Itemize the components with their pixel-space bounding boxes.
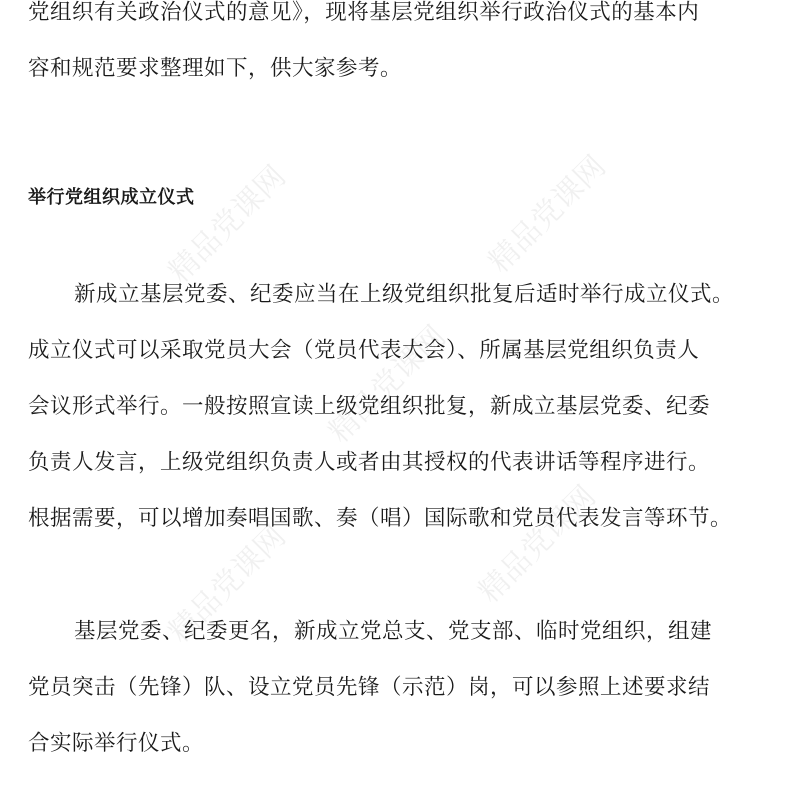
paragraph-line: 基层党委、纪委更名，新成立党总支、党支部、临时党组织，组建 [74,619,713,644]
watermark: 精品党课网 [482,149,613,280]
watermark: 精品党课网 [322,319,453,450]
section-heading: 举行党组织成立仪式 [28,187,195,208]
paragraph-line: 根据需要，可以增加奏唱国歌、奏（唱）国际歌和党员代表发言等环节。 [28,506,733,531]
intro-line: 容和规范要求整理如下，供大家参考。 [28,56,403,81]
paragraph-line: 新成立基层党委、纪委应当在上级党组织批复后适时举行成立仪式。 [74,282,735,307]
paragraph-line: 合实际举行仪式。 [28,731,205,756]
paragraph-line: 会议形式举行。一般按照宣读上级党组织批复，新成立基层党委、纪委 [28,394,711,419]
watermark: 精品党课网 [162,519,293,650]
paragraph-line: 党员突击（先锋）队、设立党员先锋（示范）岗，可以参照上述要求结 [28,675,711,700]
intro-line: 党组织有关政治仪式的意见》，现将基层党组织举行政治仪式的基本内 [28,0,700,25]
paragraph-line: 负责人发言，上级党组织负责人或者由其授权的代表讲话等程序进行。 [28,450,711,475]
watermark: 精品党课网 [472,479,603,610]
watermark: 精品党课网 [162,159,293,290]
paragraph-line: 成立仪式可以采取党员大会（党员代表大会）、所属基层党组织负责人 [28,338,700,363]
